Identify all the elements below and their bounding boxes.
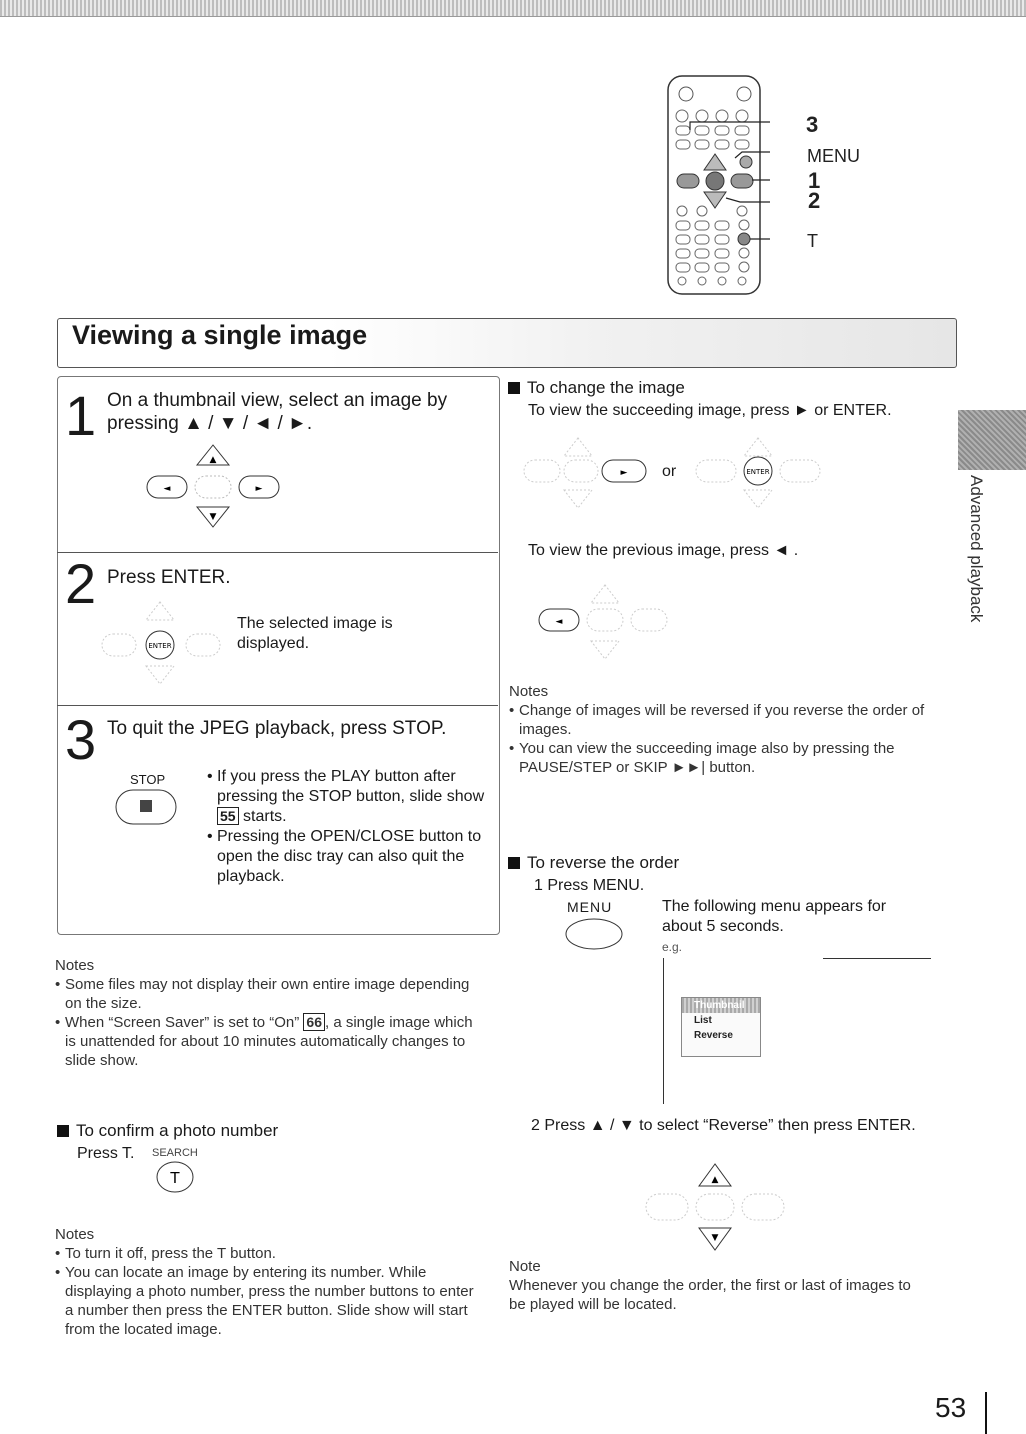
change-or: or	[662, 463, 677, 480]
menu-item-thumbnail: Thumbnail	[682, 998, 760, 1013]
svg-text:▼: ▼	[711, 1233, 719, 1243]
step3-number: 3	[65, 708, 97, 771]
page-ref-55: 55	[217, 807, 239, 825]
bullet-square-icon	[57, 1125, 69, 1137]
confirm-note-1: • To turn it off, press the T button.	[55, 1244, 475, 1263]
remote-control-illustration	[660, 74, 770, 296]
change-prev-button-diagram	[535, 583, 675, 669]
reverse-heading: To reverse the order	[508, 853, 679, 873]
remote-label-3: 3	[806, 112, 819, 137]
menu-list-box	[681, 997, 761, 1057]
step2-text: Press ENTER.	[107, 567, 231, 588]
remote-label-2: 2	[808, 188, 821, 213]
change-heading: To change the image	[508, 378, 685, 398]
svg-text:▼: ▼	[209, 512, 217, 522]
final-note-text: Whenever you change the order, the first or last of images to be played will be located.	[509, 1277, 911, 1313]
change-note-2: • You can view the succeeding image also by pressing the PAUSE/STEP or SKIP ►►| button.	[509, 739, 929, 777]
step3-bullet-2: • Pressing the OPEN/CLOSE button to open the disc tray can also quit the playback.	[207, 827, 487, 887]
menu-description: The following menu appears for about 5 seconds.	[662, 898, 887, 935]
bullet-square-icon	[508, 382, 520, 394]
bullet-square-icon	[508, 857, 520, 869]
svg-text:T: T	[170, 1169, 180, 1187]
reverse-step-1: 1 Press MENU.	[534, 877, 645, 894]
step1-number: 1	[65, 384, 97, 447]
change-note-1: • Change of images will be reversed if you reverse the order of images.	[509, 701, 929, 739]
step2-enter-button	[100, 600, 230, 686]
section-title: Viewing a single image	[72, 320, 368, 350]
left-note-1: • Some files may not display their own entire image depending on the size.	[55, 975, 475, 1013]
change-notes-title: Notes	[509, 683, 549, 700]
step1-direction-buttons	[143, 443, 283, 529]
remote-label-t: T	[807, 231, 818, 251]
change-next-button-diagram	[522, 436, 652, 522]
enter-label: ENTER	[148, 642, 172, 650]
confirm-notes-title: Notes	[55, 1226, 95, 1243]
confirm-note-2: • You can locate an image by entering its number. While displaying a photo number, press the number buttons to enter a number then press the ENTER button. Slide show will start from the located image.	[55, 1263, 475, 1339]
eg-label: e.g.	[662, 940, 683, 954]
stop-button-icon	[114, 788, 178, 826]
left-notes-title: Notes	[55, 957, 95, 974]
reverse-step-2: 2 Press ▲ / ▼ to select “Reverse” then press ENTER.	[531, 1117, 916, 1134]
page-ref-66: 66	[303, 1013, 325, 1031]
svg-text:▲: ▲	[711, 1175, 719, 1185]
page-number-bar	[985, 1392, 987, 1434]
side-tab-label: Advanced playback	[967, 475, 986, 623]
change-notes-list	[509, 701, 929, 777]
left-notes-list	[55, 975, 475, 1070]
search-label: SEARCH	[152, 1147, 198, 1159]
change-line-1: To view the succeeding image, press ► or ENTER.	[528, 402, 892, 419]
stop-label: STOP	[130, 772, 166, 787]
step-divider-2	[57, 705, 498, 706]
svg-text:◄: ◄	[163, 484, 171, 494]
step3-text: To quit the JPEG playback, press STOP.	[107, 718, 447, 739]
remote-label-menu: MENU	[807, 146, 860, 166]
step3-bullet-1: • If you press the PLAY button after pressing the STOP button, slide show 55 starts.	[207, 767, 487, 827]
menu-item-reverse: Reverse	[694, 1030, 733, 1041]
menu-item-list: List	[694, 1015, 712, 1026]
svg-text:►: ►	[620, 468, 628, 478]
left-note-2: • When “Screen Saver” is set to “On” 66 , a single image which is unattended for about 10 minutes automatically changes to slide show.	[55, 1013, 475, 1070]
step3-bullets	[207, 767, 487, 887]
svg-text:►: ►	[255, 484, 263, 494]
step-divider-1	[57, 552, 498, 553]
change-line-2: To view the previous image, press ◄ .	[528, 542, 799, 559]
final-note-title: Note	[509, 1258, 541, 1275]
side-tab-marker	[958, 410, 1026, 470]
step2-description: The selected image is displayed.	[237, 615, 393, 652]
top-decorative-strip	[0, 0, 1026, 17]
change-enter-button-diagram	[694, 436, 828, 522]
page-number: 53	[935, 1392, 967, 1423]
step2-number: 2	[65, 552, 97, 615]
svg-text:◄: ◄	[555, 617, 563, 627]
confirm-notes-list	[55, 1244, 475, 1339]
confirm-press-t: Press T.	[77, 1145, 135, 1162]
menu-button-icon	[563, 916, 625, 952]
menu-label: MENU	[567, 899, 613, 915]
reverse-direction-buttons	[640, 1160, 790, 1256]
svg-text:ENTER: ENTER	[746, 468, 770, 476]
step1-text: On a thumbnail view, select an image by pressing ▲ / ▼ / ◄ / ►.	[107, 390, 448, 434]
svg-text:▲: ▲	[209, 455, 217, 465]
t-button-icon	[155, 1160, 199, 1196]
remote-label-1: 1	[808, 168, 821, 193]
confirm-heading: To confirm a photo number	[57, 1121, 278, 1141]
